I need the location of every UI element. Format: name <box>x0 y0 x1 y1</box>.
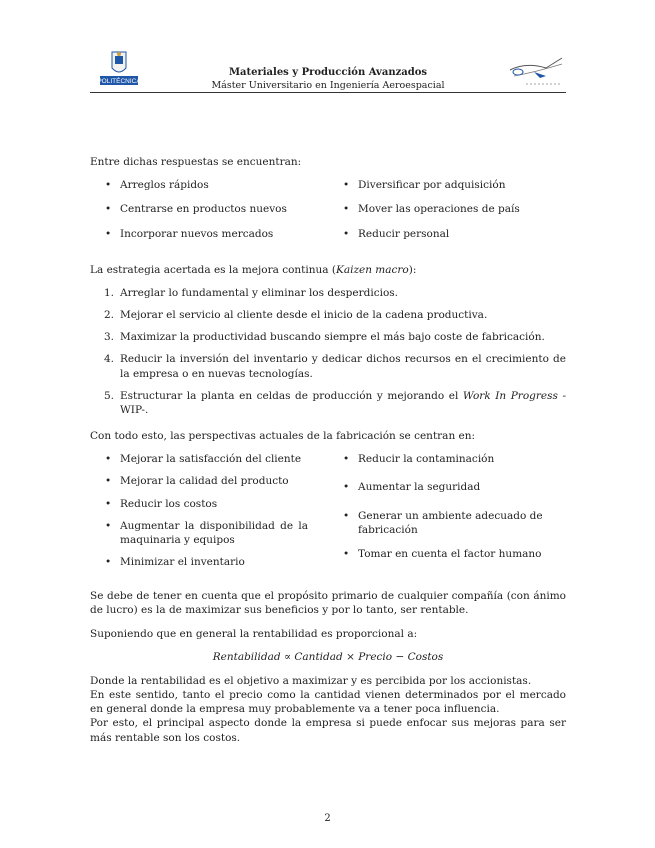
perspectives-list <box>90 452 566 577</box>
list-item: • Mejorar la satisfacción del cliente <box>90 452 308 466</box>
header-subtitle: Máster Universitario en Ingeniería Aeroespacial <box>211 79 445 91</box>
header-title: Materiales y Producción Avanzados <box>228 67 428 78</box>
final-paragraph: Donde la rentabilidad es el objetivo a maximizar y es percibida por los accionistas. En este sentido, tanto el precio como la cantidad vienen determinados por el mercado en general donde la empresa muy probablemente va a tener poca influencia. Por esto, el principal aspecto donde la empresa si puede enfocar sus mejoras para ser más rentable son los costos. <box>90 674 566 744</box>
logo-text: POLITÉCNICA <box>97 78 141 85</box>
list-item: • Augmentar la disponibilidad de la maquinaria y equipos <box>90 519 308 547</box>
page-number: 2 <box>324 813 331 824</box>
list-item: • Arreglos rápidos <box>90 178 328 192</box>
profitability-formula: Rentabilidad ∝ Cantidad × Precio − Costos <box>212 650 444 663</box>
list-item: • Aumentar la seguridad <box>328 480 566 494</box>
list-item: • Diversificar por adquisición <box>328 178 566 192</box>
steps-list <box>90 286 566 417</box>
suppose-paragraph: Suponiendo que en general la rentabilidad es proporcional a: <box>90 627 418 640</box>
list-item: • Tomar en cuenta el factor humano <box>328 547 566 561</box>
list-item: • Generar un ambiente adecuado de fabricación <box>328 509 566 537</box>
list-item: • Centrarse en productos nuevos <box>90 202 328 216</box>
responses-list <box>90 178 566 251</box>
list-item: • Mejorar la calidad del producto <box>90 474 308 488</box>
intro-text: Entre dichas respuestas se encuentran: <box>90 156 302 168</box>
list-item: • Minimizar el inventario <box>90 555 308 569</box>
aerospace-logo <box>506 54 566 88</box>
list-item: • Reducir la contaminación <box>328 452 566 466</box>
list-item: 1. Arreglar lo fundamental y eliminar los desperdicios. <box>104 286 398 299</box>
list-item: • Mover las operaciones de país <box>328 202 566 216</box>
purpose-paragraph: Se debe de tener en cuenta que el propósito primario de cualquier compañía (con ánimo de lucro) es la de maximizar sus beneficios y por lo tanto, ser rentable. <box>90 590 566 617</box>
list-item: • Reducir personal <box>328 227 566 241</box>
perspectives-intro: Con todo esto, las perspectivas actuales de la fabricación se centran en: <box>90 430 476 443</box>
strategy-text: La estrategia acertada es la mejora continua (Kaizen macro): <box>90 263 417 276</box>
list-item: • Reducir los costos <box>90 497 308 511</box>
page-content <box>90 155 566 745</box>
list-item: 5. Estructurar la planta en celdas de producción y mejorando el Work In Progress -WIP-. <box>104 389 566 416</box>
list-item: 2. Mejorar el servicio al cliente desde el inicio de la cadena productiva. <box>104 309 488 322</box>
page-header <box>90 48 566 93</box>
list-item: 4. Reducir la inversión del inventario y dedicar dichos recursos en el crecimiento de la empresa o en nuevas tecnologías. <box>104 353 566 380</box>
header-text <box>90 66 566 92</box>
list-item: • Incorporar nuevos mercados <box>90 227 328 241</box>
list-item: 3. Maximizar la productividad buscando siempre el más bajo coste de fabricación. <box>104 331 545 344</box>
